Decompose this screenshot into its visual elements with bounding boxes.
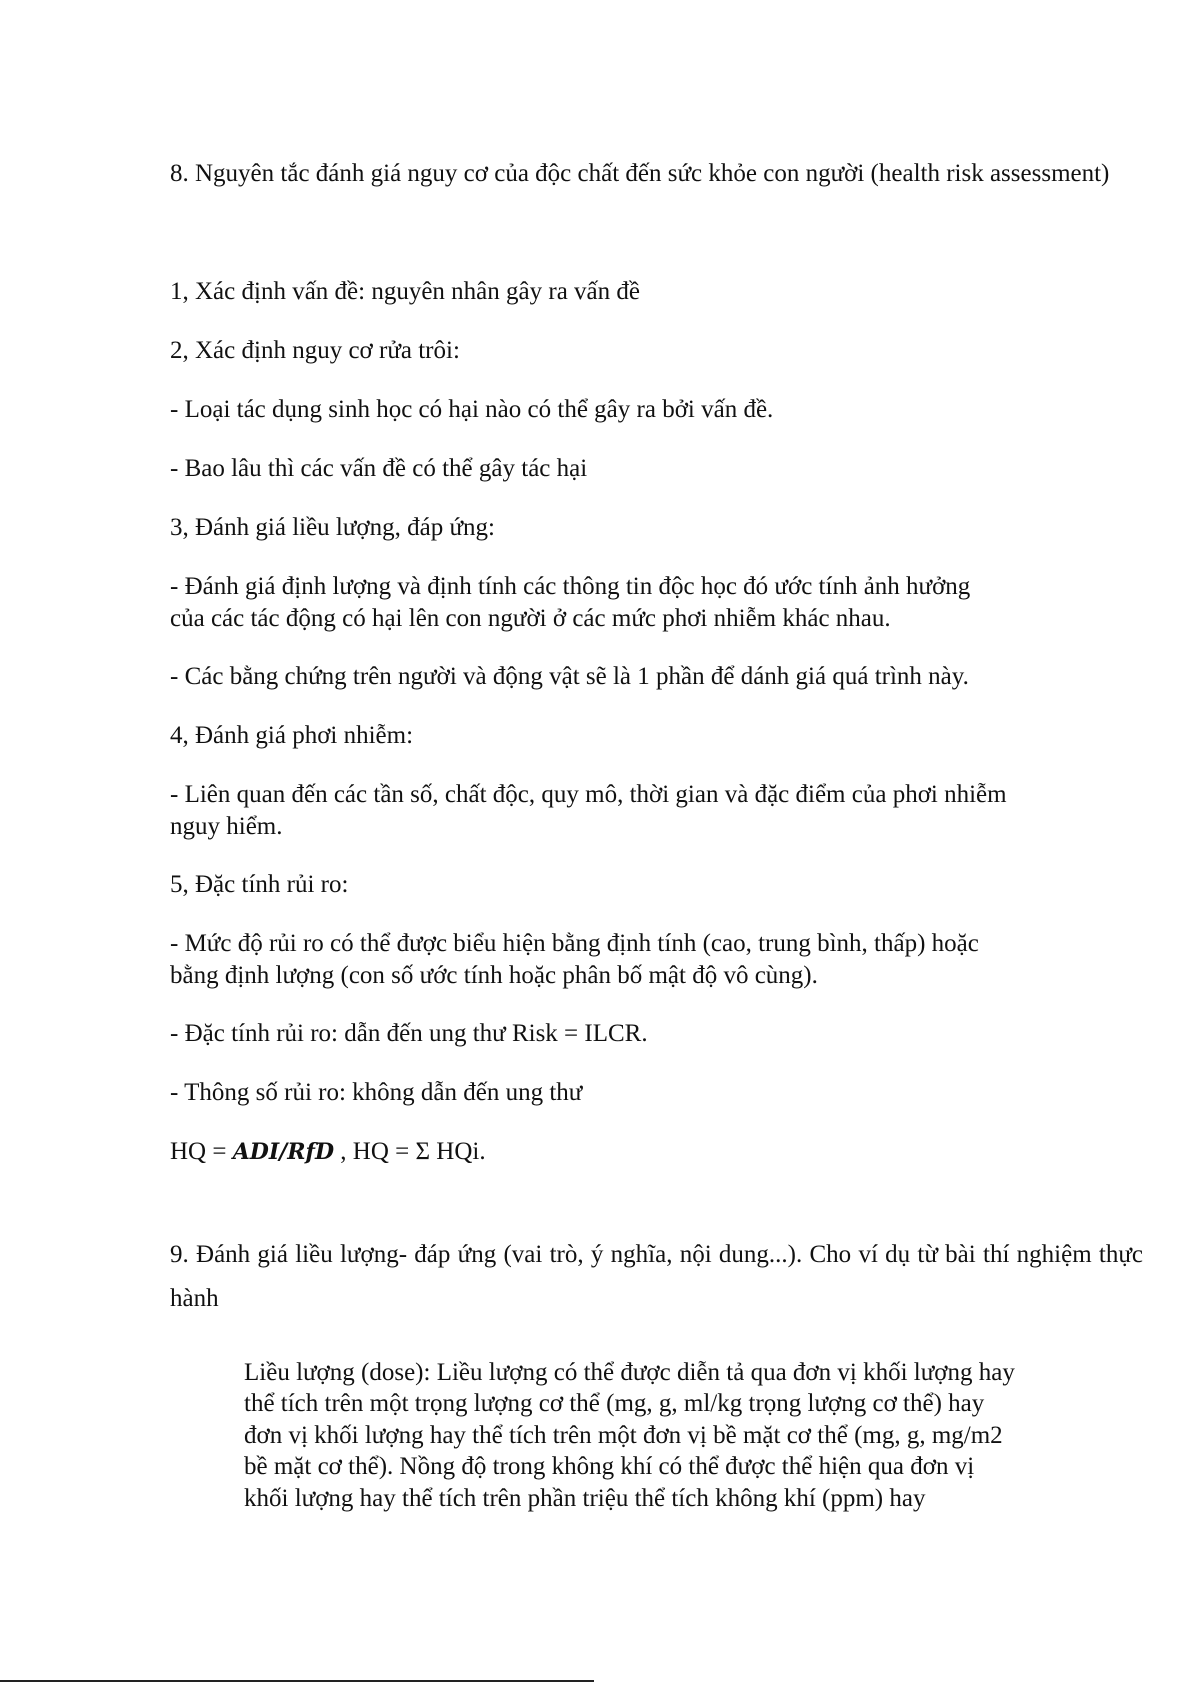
step-4-bullet-1-line-2: nguy hiểm. [170, 813, 283, 840]
step-3: 3, Đánh giá liều lượng, đáp ứng: [170, 514, 495, 541]
step-5-bullet-1-line-2: bằng định lượng (con số ước tính hoặc phân bố mật độ vô cùng). [170, 962, 818, 989]
formula-math: ADI/RfD [232, 1139, 335, 1165]
dose-paragraph-line-5: khối lượng hay thể tích trên phần triệu thể tích không khí (ppm) hay [244, 1485, 926, 1512]
dose-paragraph-line-3: đơn vị khối lượng hay thể tích trên một đơn vị bề mặt cơ thể (mg, g, mg/m2 [244, 1422, 1003, 1449]
section-9-heading: 9. Đánh giá liều lượng- đáp ứng (vai trò, ý nghĩa, nội dung...). Cho ví dụ từ bài thí nghiệm thực hành [170, 1241, 1143, 1312]
step-5-bullet-3: - Thông số rủi ro: không dẫn đến ung thư [170, 1079, 583, 1106]
step-3-bullet-1-line-1: - Đánh giá định lượng và định tính các thông tin độc học đó ước tính ảnh hưởng [170, 573, 971, 600]
step-2: 2, Xác định nguy cơ rửa trôi: [170, 337, 460, 364]
formula-suffix: , HQ = Σ HQi. [334, 1138, 486, 1165]
step-2-bullet-2: - Bao lâu thì các vấn đề có thể gây tác hại [170, 455, 588, 482]
step-2-bullet-1: - Loại tác dụng sinh học có hại nào có thể gây ra bởi vấn đề. [170, 396, 774, 423]
formula-prefix: HQ = [170, 1138, 233, 1165]
section-8-heading: 8. Nguyên tắc đánh giá nguy cơ của độc chất đến sức khỏe con người (health risk assessment) [170, 160, 1110, 187]
step-4-bullet-1-line-1: - Liên quan đến các tần số, chất độc, quy mô, thời gian và đặc điểm của phơi nhiễm [170, 781, 1007, 808]
dose-paragraph-line-4: bề mặt cơ thể). Nồng độ trong không khí có thể được thể hiện qua đơn vị [244, 1453, 975, 1480]
step-5-bullet-2: - Đặc tính rủi ro: dẫn đến ung thư Risk = ILCR. [170, 1020, 648, 1047]
step-4: 4, Đánh giá phơi nhiễm: [170, 722, 414, 749]
dose-paragraph-line-2: thể tích trên một trọng lượng cơ thể (mg, g, ml/kg trọng lượng cơ thể) hay [244, 1390, 985, 1417]
step-1: 1, Xác định vấn đề: nguyên nhân gây ra vấn đề [170, 278, 640, 305]
step-5-bullet-1-line-1: - Mức độ rủi ro có thể được biểu hiện bằng định tính (cao, trung bình, thấp) hoặc [170, 930, 979, 957]
dose-paragraph-line-1: Liều lượng (dose): Liều lượng có thể được diễn tả qua đơn vị khối lượng hay [244, 1359, 1015, 1386]
hq-formula [170, 1136, 486, 1168]
step-3-bullet-2: - Các bằng chứng trên người và động vật sẽ là 1 phần để dánh giá quá trình này. [170, 663, 969, 690]
step-3-bullet-1-line-2: của các tác động có hại lên con người ở các mức phơi nhiễm khác nhau. [170, 605, 891, 632]
step-5: 5, Đặc tính rủi ro: [170, 871, 349, 898]
page-bottom-rule [0, 1680, 594, 1682]
